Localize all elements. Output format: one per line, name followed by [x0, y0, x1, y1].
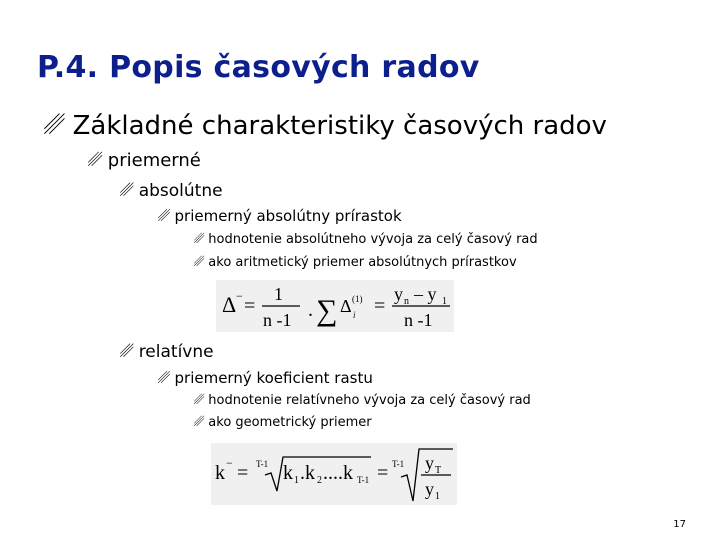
formula-average-absolute-increment — [216, 280, 454, 332]
f2-denominator: y — [425, 479, 434, 499]
f1-sum: ∑ — [316, 294, 338, 327]
absolute-point-1: hodnotenie absolútneho vývoja za celý časový rad — [208, 232, 538, 247]
relative-heading: relatívne — [138, 342, 214, 362]
f2-equals: = — [237, 462, 249, 484]
relative-point-2: ako geometrický priemer — [208, 415, 372, 430]
f2-radicand-kt: ....k — [323, 462, 353, 484]
f1-lhs: Δ — [222, 292, 237, 317]
relative-subheading: priemerný koeficient rastu — [174, 369, 373, 387]
bullet-icon: ␥ — [194, 232, 205, 247]
f2-radicand-sub2: 2 — [317, 475, 322, 486]
f1-denominator-2: n -1 — [404, 310, 433, 330]
f2-radicand-sub1: 1 — [294, 475, 299, 486]
f2-lhs-sup: − — [226, 456, 233, 470]
bullet-relative-point-1 — [194, 393, 531, 408]
bullet-relative-point-2 — [194, 415, 372, 430]
bullet-icon: ␥ — [158, 207, 171, 225]
bullet-absolute-point-2 — [194, 255, 517, 270]
bullet-level2 — [88, 150, 201, 171]
f1-denominator-1: n -1 — [263, 310, 292, 330]
f1-delta: Δ — [340, 296, 352, 316]
bullet-icon: ␥ — [44, 111, 65, 141]
f2-radicand-k2: .k — [300, 462, 315, 484]
f1-numerator-2-y: y — [394, 284, 403, 304]
absolute-subheading: priemerný absolútny prírastok — [174, 207, 402, 225]
f1-numerator-2-n: n — [404, 296, 409, 307]
f2-equals-2: = — [377, 462, 389, 484]
level2-text: priemerné — [107, 150, 201, 171]
f2-numerator-sub: T — [435, 465, 442, 476]
formula-average-growth-coefficient — [211, 443, 457, 505]
absolute-point-2: ako aritmetický priemer absolútnych prírastkov — [208, 255, 517, 270]
f1-equals: = — [244, 295, 256, 317]
slide-title: P.4. Popis časových radov — [37, 50, 480, 85]
formula-1-svg — [216, 280, 454, 332]
bullet-icon: ␥ — [194, 255, 205, 270]
f1-numerator-2-minus: – y — [414, 284, 437, 304]
f2-radicand-k1: k — [283, 462, 293, 484]
bullet-icon: ␥ — [88, 150, 103, 171]
page-number: 17 — [673, 519, 686, 530]
bullet-absolute-sub — [158, 207, 402, 225]
bullet-icon: ␥ — [120, 342, 134, 362]
f2-root-index-1: T-1 — [256, 459, 269, 469]
level1-text: Základné charakteristiky časových radov — [72, 111, 607, 141]
relative-point-1: hodnotenie relatívneho vývoja za celý časový rad — [208, 393, 531, 408]
f1-delta-sup: (1) — [352, 294, 363, 304]
bullet-relative — [120, 342, 214, 362]
bullet-icon: ␥ — [158, 369, 171, 387]
bullet-level1 — [44, 111, 607, 142]
bullet-icon: ␥ — [194, 415, 205, 430]
f1-numerator-1: 1 — [274, 284, 283, 304]
bullet-icon: ␥ — [120, 181, 134, 201]
bullet-absolute-point-1 — [194, 232, 538, 247]
bullet-absolute — [120, 181, 223, 201]
f1-delta-sub: i — [353, 310, 356, 320]
formula-2-svg — [211, 443, 457, 505]
f2-numerator: y — [425, 453, 434, 473]
f1-dot: . — [308, 299, 313, 321]
f1-equals-2: = — [374, 295, 386, 317]
f2-lhs: k — [215, 462, 225, 484]
absolute-heading: absolútne — [138, 181, 223, 201]
bullet-icon: ␥ — [194, 393, 205, 408]
f2-root-index-2: T-1 — [392, 459, 405, 469]
f1-lhs-sup: − — [236, 289, 243, 303]
bullet-relative-sub — [158, 369, 373, 387]
f2-denominator-sub: 1 — [435, 491, 440, 502]
f2-radicand-sub3: T-1 — [357, 475, 370, 485]
f1-numerator-2-1: 1 — [442, 296, 447, 307]
